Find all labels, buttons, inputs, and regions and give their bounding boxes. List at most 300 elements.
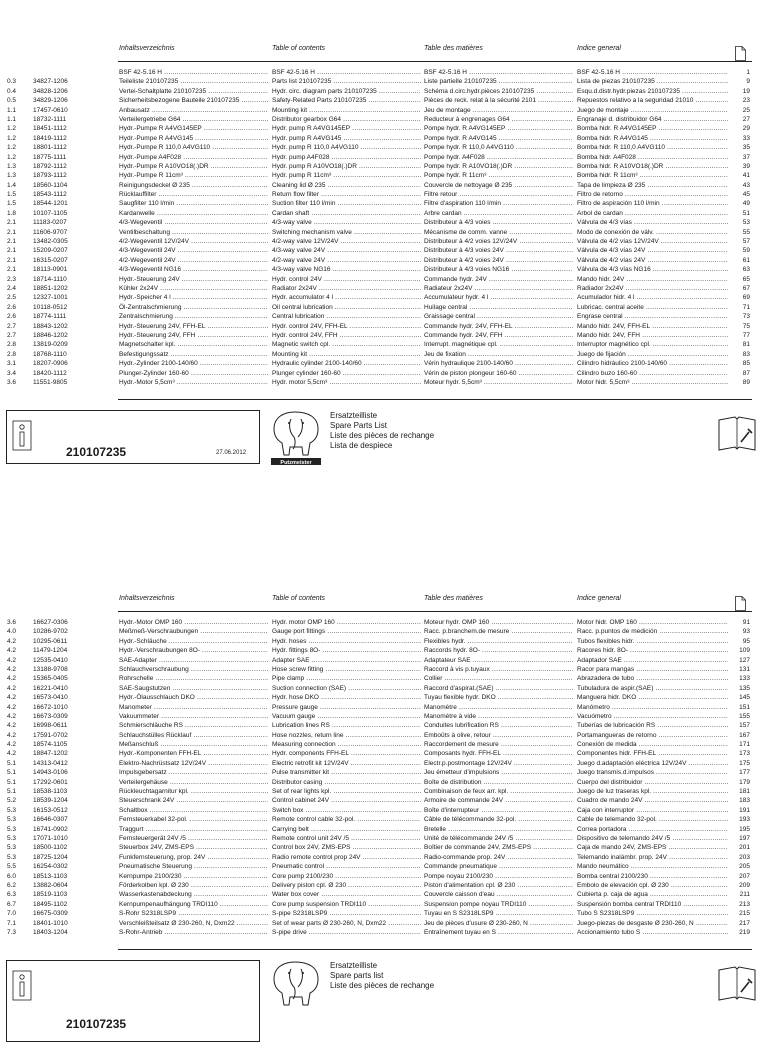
page-number-cell — [730, 749, 750, 758]
part-number-cell — [33, 806, 117, 815]
position-number: 3.6 — [7, 619, 17, 626]
part-number: 18538-1103 — [33, 788, 68, 796]
description-es: Manguera hidr. DKO ..... — [577, 694, 728, 701]
description-es: Cilindro hidráulico 2100-140/60 ..... — [577, 360, 728, 367]
description-es: Válvula de 4/3 vías ..... — [577, 219, 728, 226]
part-number-cell — [33, 331, 117, 340]
position-number: 2.1 — [7, 228, 17, 236]
description-fr-cell — [424, 627, 573, 636]
description-de-cell — [119, 246, 268, 255]
part-number-cell — [33, 171, 117, 180]
page-number-cell — [730, 134, 750, 143]
description-fr-cell — [424, 731, 573, 740]
description-fr-cell — [424, 834, 573, 843]
description-fr: Reducteur à engrenages G64 ..... — [424, 116, 573, 123]
page-number-cell — [730, 87, 750, 96]
description-en: Distributor casing ..... — [272, 779, 421, 786]
index-row — [0, 853, 768, 862]
page-number-cell — [730, 778, 750, 787]
description-es: Tuberías de lubricación RS ..... — [577, 722, 728, 729]
description-es: Portamangueras de retorno ..... — [577, 732, 728, 739]
description-en: Mounting kit ..... — [272, 351, 421, 358]
description-fr: Raccordement de mesure ..... — [424, 741, 573, 748]
index-row — [0, 246, 768, 255]
description-es: Bomba hidr. R A4VG145EP ..... — [577, 125, 728, 132]
description-fr: Pièces de reck. relat à la sécurité 2101 ..... — [424, 97, 573, 104]
description-fr-cell — [424, 143, 573, 152]
description-de-cell — [119, 237, 268, 246]
part-number: 10107-1105 — [33, 209, 68, 217]
description-de: Plunger-Zylinder 160-60 ..... — [119, 370, 268, 377]
index-row — [0, 843, 768, 852]
description-de-cell — [119, 265, 268, 274]
description-es-cell — [577, 369, 728, 378]
description-fr-cell — [424, 703, 573, 712]
description-es: Arbol de cardan ..... — [577, 210, 728, 217]
index-panel-2 — [0, 595, 768, 1031]
page-number-cell — [730, 96, 750, 105]
description-fr-cell — [424, 759, 573, 768]
part-number: 18207-0906 — [33, 360, 68, 368]
description-en-cell — [272, 787, 421, 796]
description-de-cell — [119, 825, 268, 834]
index-row — [0, 209, 768, 218]
description-de-cell — [119, 181, 268, 190]
description-es-cell — [577, 322, 728, 331]
part-number: 18403-1204 — [33, 928, 68, 936]
description-en: Plunger cylinder 160-60 ..... — [272, 370, 421, 377]
description-de-cell — [119, 862, 268, 871]
index-row — [0, 228, 768, 237]
catalogue-date: 27.06.2012 — [216, 450, 247, 456]
description-es-cell — [577, 312, 728, 321]
description-es: Engrase central ..... — [577, 313, 728, 320]
position-number: 5.1 — [7, 759, 17, 767]
description-es: Bomba hidr. A4F028 ..... — [577, 154, 728, 161]
description-en-cell — [272, 796, 421, 805]
index-row — [0, 919, 768, 928]
description-es-cell — [577, 712, 728, 721]
elephant-logo — [268, 407, 324, 467]
position-number-cell — [7, 275, 29, 284]
description-de-cell — [119, 740, 268, 749]
footer-id-box — [6, 960, 260, 1042]
description-es: Caja de mando 24V, ZMS-EPS ..... — [577, 844, 728, 851]
part-number-cell — [33, 853, 117, 862]
description-en-cell — [272, 322, 421, 331]
description-fr: Adaptateur SAE ..... — [424, 657, 573, 664]
index-row — [0, 115, 768, 124]
part-number: 13188-9708 — [33, 665, 68, 673]
description-fr-cell — [424, 656, 573, 665]
brand-name: Putzmeister — [280, 460, 312, 466]
position-number-cell — [7, 77, 29, 86]
description-fr: Raccords hydr. 8O- ..... — [424, 647, 573, 654]
description-en: Magnetic switch cpl. ..... — [272, 341, 421, 348]
description-en-cell — [272, 665, 421, 674]
header-en: Table of contents — [272, 595, 326, 602]
description-de-cell — [119, 369, 268, 378]
page-number: 75 — [742, 322, 750, 330]
header-de: Inhaltsverzeichnis — [119, 595, 175, 602]
description-en: Control cabinet 24V ..... — [272, 797, 421, 804]
description-es-cell — [577, 656, 728, 665]
part-number-cell — [33, 703, 117, 712]
description-fr-cell — [424, 190, 573, 199]
index-row — [0, 796, 768, 805]
page-number: 41 — [742, 172, 750, 180]
part-number-cell — [33, 284, 117, 293]
description-de-cell — [119, 806, 268, 815]
description-es: BSF 42-5.16 H ..... — [577, 69, 728, 76]
description-en-cell — [272, 909, 421, 918]
description-es-cell — [577, 359, 728, 368]
description-de-cell — [119, 618, 268, 627]
description-de: Hydr.-Zylinder 2100-140/60 ..... — [119, 360, 268, 367]
part-number: 18851-1202 — [33, 284, 68, 292]
description-fr: Conduites lubrification RS ..... — [424, 722, 573, 729]
page-number-cell — [730, 843, 750, 852]
description-de-cell — [119, 115, 268, 124]
page-number-cell — [730, 862, 750, 871]
index-row — [0, 684, 768, 693]
page-number: 63 — [742, 266, 750, 274]
description-es: Telemando inalámbr. prop. 24V ..... — [577, 854, 728, 861]
part-number-cell — [33, 340, 117, 349]
description-de: Förderkolben kpl. Ø 230 ..... — [119, 882, 268, 889]
description-es-cell — [577, 256, 728, 265]
description-es-cell — [577, 646, 728, 655]
position-number-cell — [7, 703, 29, 712]
description-en: S-pipe S2318LSP9 ..... — [272, 910, 421, 917]
part-number-cell — [33, 843, 117, 852]
page-number: 45 — [742, 191, 750, 199]
description-en-cell — [272, 862, 421, 871]
part-number: 16315-0207 — [33, 256, 68, 264]
part-number: 16254-0302 — [33, 863, 68, 871]
description-fr-cell — [424, 674, 573, 683]
page-number: 93 — [742, 628, 750, 636]
description-es: Correa portadora ..... — [577, 826, 728, 833]
description-de-cell — [119, 322, 268, 331]
position-number-cell — [7, 627, 29, 636]
index-row — [0, 256, 768, 265]
description-en: Delivery piston cpl. Ø 230 ..... — [272, 882, 421, 889]
description-en-cell — [272, 115, 421, 124]
description-fr: Pompe hydr. R A4VG145 ..... — [424, 135, 573, 142]
page-number-cell — [730, 237, 750, 246]
index-row — [0, 731, 768, 740]
part-number: 18768-1110 — [33, 350, 67, 358]
description-en-cell — [272, 768, 421, 777]
position-number: 4.2 — [7, 675, 17, 683]
part-number-cell — [33, 815, 117, 824]
description-es-cell — [577, 881, 728, 890]
description-es: Mando neumático ..... — [577, 863, 728, 870]
page-number-cell — [730, 646, 750, 655]
part-number: 34827-1206 — [33, 78, 68, 86]
description-en: Gauge port fittings ..... — [272, 628, 421, 635]
description-es: Tubuladura de aspir.(SAE) ..... — [577, 685, 728, 692]
description-en-cell — [272, 890, 421, 899]
index-panel-1 — [0, 45, 768, 515]
position-number-cell — [7, 656, 29, 665]
index-row — [0, 124, 768, 133]
description-en: Hose screw fitting ..... — [272, 666, 421, 673]
description-fr-cell — [424, 340, 573, 349]
part-number: 18543-1112 — [33, 191, 67, 199]
index-row — [0, 171, 768, 180]
index-row — [0, 237, 768, 246]
description-de: Meßanschluß ..... — [119, 741, 268, 748]
description-fr: Pompe noyau 2100/230 ..... — [424, 873, 573, 880]
index-row — [0, 312, 768, 321]
position-number-cell — [7, 322, 29, 331]
description-de-cell — [119, 656, 268, 665]
part-number-cell — [33, 265, 117, 274]
description-en-cell — [272, 171, 421, 180]
page-number: 55 — [742, 228, 750, 236]
description-de: Hydr.-Komponenten FFH-EL ..... — [119, 750, 268, 757]
description-en: Hydr. motor 5,5cm³ ..... — [272, 379, 421, 386]
position-number: 2.1 — [7, 266, 17, 274]
description-fr-cell — [424, 618, 573, 627]
description-es-cell — [577, 693, 728, 702]
description-en-cell — [272, 834, 421, 843]
page-number-cell — [730, 190, 750, 199]
description-de: Hydr.-Steuerung 24V, FFH-EL ..... — [119, 323, 268, 330]
description-fr-cell — [424, 919, 573, 928]
description-fr-cell — [424, 378, 573, 387]
description-de-cell — [119, 190, 268, 199]
description-fr: Commande hydr. 24V, FFH-EL ..... — [424, 323, 573, 330]
position-number: 6.3 — [7, 891, 17, 899]
position-number-cell — [7, 312, 29, 321]
page-number: 81 — [742, 341, 750, 349]
part-number-cell — [33, 143, 117, 152]
description-fr: Radiateur 2x24V ..... — [424, 285, 573, 292]
description-es: Mando hidr. 24V, FFH-EL ..... — [577, 323, 728, 330]
description-en-cell — [272, 749, 421, 758]
description-de: Verschleißteilsatz Ø 230-260, N, Dxm22 ..... — [119, 920, 268, 927]
page-number: 171 — [739, 741, 750, 749]
description-de: Hydr.-Schläuche ..... — [119, 638, 268, 645]
position-number-cell — [7, 843, 29, 852]
description-es: Repuestos relativo a la seguridad 21010 ..... — [577, 97, 728, 104]
position-number-cell — [7, 862, 29, 871]
description-fr-cell — [424, 646, 573, 655]
index-row — [0, 815, 768, 824]
description-en-cell — [272, 656, 421, 665]
description-de: Steuerschrank 24V ..... — [119, 797, 268, 804]
page-number-cell — [730, 627, 750, 636]
index-row — [0, 350, 768, 359]
description-fr: Suspension pompe noyau TRDI110 ..... — [424, 901, 573, 908]
page-number-cell — [730, 359, 750, 368]
index-row — [0, 618, 768, 627]
description-de-cell — [119, 312, 268, 321]
page-number: 23 — [742, 97, 750, 105]
part-number: 18513-1103 — [33, 872, 68, 880]
page-number-cell — [730, 340, 750, 349]
description-de: Befestigungssatz ..... — [119, 351, 268, 358]
description-de-cell — [119, 909, 268, 918]
description-en-cell — [272, 684, 421, 693]
description-en: Hydr. pump R A4VG145EP ..... — [272, 125, 421, 132]
description-es-cell — [577, 787, 728, 796]
description-es-cell — [577, 134, 728, 143]
description-fr-cell — [424, 77, 573, 86]
description-fr-cell — [424, 825, 573, 834]
part-number-cell — [33, 359, 117, 368]
description-de: Hydr.-Steuerung 24V ..... — [119, 276, 268, 283]
description-en-cell — [272, 293, 421, 302]
position-number: 2.5 — [7, 294, 17, 302]
description-de: Hydr.-Motor OMP 160 ..... — [119, 619, 268, 626]
index-row — [0, 293, 768, 302]
page-number: 25 — [742, 106, 750, 114]
position-number-cell — [7, 721, 29, 730]
part-number-cell — [33, 246, 117, 255]
part-number-cell — [33, 199, 117, 208]
index-row — [0, 303, 768, 312]
description-en-cell — [272, 674, 421, 683]
description-en-cell — [272, 106, 421, 115]
description-de-cell — [119, 796, 268, 805]
description-fr: Distributeur à 4/3 voies NG16 ..... — [424, 266, 573, 273]
description-es-cell — [577, 77, 728, 86]
description-de: Elektro-Nachrüstsatz 12V/24V ..... — [119, 760, 268, 767]
description-en-cell — [272, 378, 421, 387]
part-number-cell — [33, 369, 117, 378]
position-number-cell — [7, 759, 29, 768]
page-number: 19 — [742, 87, 750, 95]
header-rule — [118, 611, 752, 612]
position-number: 2.7 — [7, 322, 17, 330]
description-de-cell — [119, 134, 268, 143]
description-de-cell — [119, 693, 268, 702]
position-number: 2.6 — [7, 313, 17, 321]
page-number: 181 — [739, 788, 750, 796]
description-de: Hydr.-Pumpe R A4VG145EP ..... — [119, 125, 268, 132]
page-number-cell — [730, 378, 750, 387]
description-es-cell — [577, 815, 728, 824]
description-es-cell — [577, 872, 728, 881]
index-row — [0, 378, 768, 387]
position-number: 0.3 — [7, 78, 17, 86]
footer-titles — [330, 961, 434, 991]
description-en-cell — [272, 359, 421, 368]
part-number: 15209-0207 — [33, 247, 68, 255]
description-fr: Huilage central ..... — [424, 304, 573, 311]
description-en: Return flow filter ..... — [272, 191, 421, 198]
page-number-cell — [730, 721, 750, 730]
description-es-cell — [577, 843, 728, 852]
description-fr-cell — [424, 153, 573, 162]
position-number-cell — [7, 872, 29, 881]
position-number: 2.1 — [7, 256, 17, 264]
position-number: 6.7 — [7, 900, 17, 908]
page-number-cell — [730, 768, 750, 777]
index-row — [0, 703, 768, 712]
description-en: Measuring connection ..... — [272, 741, 421, 748]
description-en: 4/2-way valve 12V/24V ..... — [272, 238, 421, 245]
index-row — [0, 862, 768, 871]
description-fr: Radio-commande prop. 24V ..... — [424, 854, 573, 861]
description-fr-cell — [424, 909, 573, 918]
page-number: 33 — [742, 134, 750, 142]
description-de-cell — [119, 378, 268, 387]
position-number: 2.7 — [7, 331, 17, 339]
part-number-cell — [33, 209, 117, 218]
description-fr-cell — [424, 171, 573, 180]
position-number-cell — [7, 712, 29, 721]
part-number-cell — [33, 778, 117, 787]
description-es-cell — [577, 853, 728, 862]
page-number-cell — [730, 815, 750, 824]
description-en: Central lubrication ..... — [272, 313, 421, 320]
description-en-cell — [272, 618, 421, 627]
description-fr-cell — [424, 265, 573, 274]
description-en-cell — [272, 740, 421, 749]
description-de-cell — [119, 853, 268, 862]
description-en: 4/2-way valve 24V ..... — [272, 257, 421, 264]
description-de-cell — [119, 162, 268, 171]
description-fr-cell — [424, 806, 573, 815]
description-fr: Distributeur à 4/2 voies 24V ..... — [424, 257, 573, 264]
description-de: Steuerbox 24V, ZMS-EPS ..... — [119, 844, 268, 851]
position-number-cell — [7, 162, 29, 171]
description-de: Verteilergehäuse ..... — [119, 779, 268, 786]
page-number-cell — [730, 246, 750, 255]
description-de: Anbausatz ..... — [119, 107, 268, 114]
position-number: 5.1 — [7, 778, 17, 786]
description-en-cell — [272, 646, 421, 655]
description-fr-cell — [424, 862, 573, 871]
description-de-cell — [119, 759, 268, 768]
description-de-cell — [119, 721, 268, 730]
description-de: 4/2-Wegeventil 12V/24V ..... — [119, 238, 268, 245]
index-row — [0, 806, 768, 815]
description-es: Juego transmis.d.impulsos ..... — [577, 769, 728, 776]
page-number-cell — [730, 853, 750, 862]
description-en-cell — [272, 181, 421, 190]
description-de: Meßmeß-Verschraubungen ..... — [119, 628, 268, 635]
page-icon — [735, 46, 746, 61]
description-de: Impulsgebersatz ..... — [119, 769, 268, 776]
index-row — [0, 646, 768, 655]
description-fr: Câble de télécommande 32-pol. ..... — [424, 816, 573, 823]
description-en-cell — [272, 228, 421, 237]
part-number: 18495-1102 — [33, 900, 68, 908]
description-en: Hydr. pump R 11cm³ ..... — [272, 172, 421, 179]
part-number: 18843-1202 — [33, 322, 68, 330]
part-number-cell — [33, 77, 117, 86]
part-number-cell — [33, 237, 117, 246]
position-number: 5.1 — [7, 788, 17, 796]
page-number: 219 — [739, 928, 750, 936]
description-es: Lubricac. central aceite ..... — [577, 304, 728, 311]
description-en-cell — [272, 693, 421, 702]
description-en-cell — [272, 199, 421, 208]
position-number: 4.2 — [7, 665, 17, 673]
position-number: 1.1 — [7, 115, 17, 123]
part-number: 10286-9702 — [33, 628, 68, 636]
description-de: Hydr.-Motor 5,5cm³ ..... — [119, 379, 268, 386]
description-en-cell — [272, 350, 421, 359]
description-fr-cell — [424, 881, 573, 890]
position-number: 1.5 — [7, 200, 17, 208]
